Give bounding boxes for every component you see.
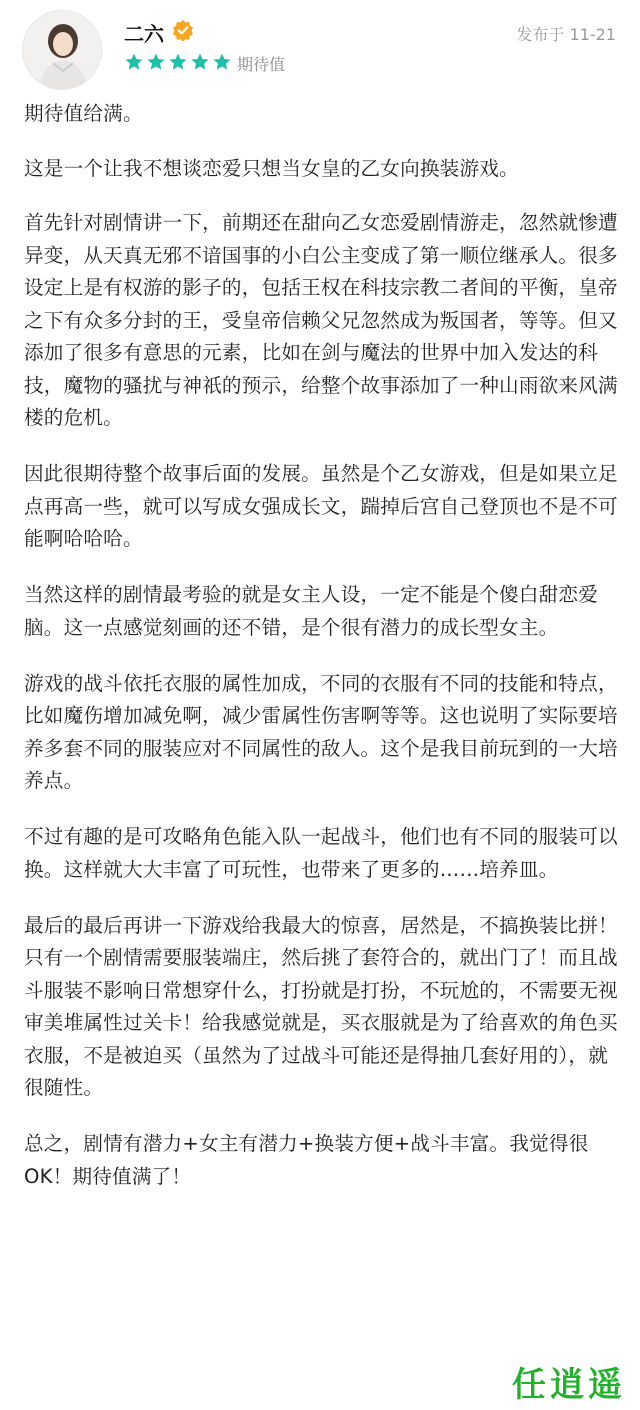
review-paragraph: 首先针对剧情讲一下，前期还在甜向乙女恋爱剧情游走，忽然就惨遭异变，从天真无邪不谙国事的小白公主变成了第一顺位继承人。很多设定上是有权游的影子的，包括王权在科技宗教二者间的平衡，皇帝之下有众多分封的王，受皇帝信赖父兄忽然成为叛国者，等等。但又添加了很多有意思的元素，比如在剑与魔法的世界中加入发达的科技，魔物的骚扰与神祇的预示，给整个故事添加了一种山雨欲来风满楼的危机。 bbox=[24, 211, 618, 429]
watermark-logo: 任逍遥 bbox=[512, 1365, 626, 1405]
rating-label: 期待值 bbox=[237, 55, 286, 74]
star-icon bbox=[168, 52, 188, 72]
rating-stars bbox=[124, 52, 232, 74]
review-paragraph: 不过有趣的是可攻略角色能入队一起战斗，他们也有不同的服装可以换。这样就大大丰富了可玩性，也带来了更多的……培养皿。 bbox=[24, 825, 618, 881]
star-icon bbox=[212, 52, 232, 72]
review-paragraph: 最后的最后再讲一下游戏给我最大的惊喜，居然是，不搞换装比拼！只有一个剧情需要服装端庄，然后挑了套符合的，就出门了！而且战斗服装不影响日常想穿什么，打扮就是打扮，不玩尬的，不需要无视审美堆属性过关卡！给我感觉就是，买衣服就是为了给喜欢的角色买衣服，不是被迫买（虽然为了过战斗可能还是得抽几套好用的），就很随性。 bbox=[24, 913, 618, 1099]
review-paragraph: 当然这样的剧情最考验的就是女主人设，一定不能是个傻白甜恋爱脑。这一点感觉刻画的还不错，是个很有潜力的成长型女主。 bbox=[24, 583, 599, 639]
verified-badge-icon bbox=[172, 19, 194, 41]
username[interactable]: 二六 bbox=[124, 22, 164, 46]
review-paragraph: 这是一个让我不想谈恋爱只想当女皇的乙女向换装游戏。 bbox=[24, 156, 519, 180]
review-paragraph: 期待值给满。 bbox=[24, 102, 143, 125]
review-paragraph: 游戏的战斗依托衣服的属性加成，不同的衣服有不同的技能和特点，比如魔伤增加减免啊，减少雷属性伤害啊等等。这也说明了实际要培养多套不同的服装应对不同属性的敌人。这个是我目前玩到的一大培养点。 bbox=[24, 671, 618, 792]
star-icon bbox=[190, 52, 210, 72]
avatar-image bbox=[23, 11, 101, 89]
star-icon bbox=[124, 52, 144, 72]
review-header bbox=[0, 0, 640, 100]
avatar[interactable] bbox=[22, 10, 102, 90]
post-date: 发布于 11-21 bbox=[516, 25, 616, 44]
star-icon bbox=[146, 52, 166, 72]
review-paragraph: 总之，剧情有潜力+女主有潜力+换装方便+战斗丰富。我觉得很OK！期待值满了！ bbox=[24, 1132, 589, 1188]
review-paragraph: 因此很期待整个故事后面的发展。虽然是个乙女游戏，但是如果立足点再高一些，就可以写成女强成长文，踹掉后宫自己登顶也不是不可能啊哈哈哈。 bbox=[24, 462, 618, 550]
review-body bbox=[24, 98, 618, 1217]
